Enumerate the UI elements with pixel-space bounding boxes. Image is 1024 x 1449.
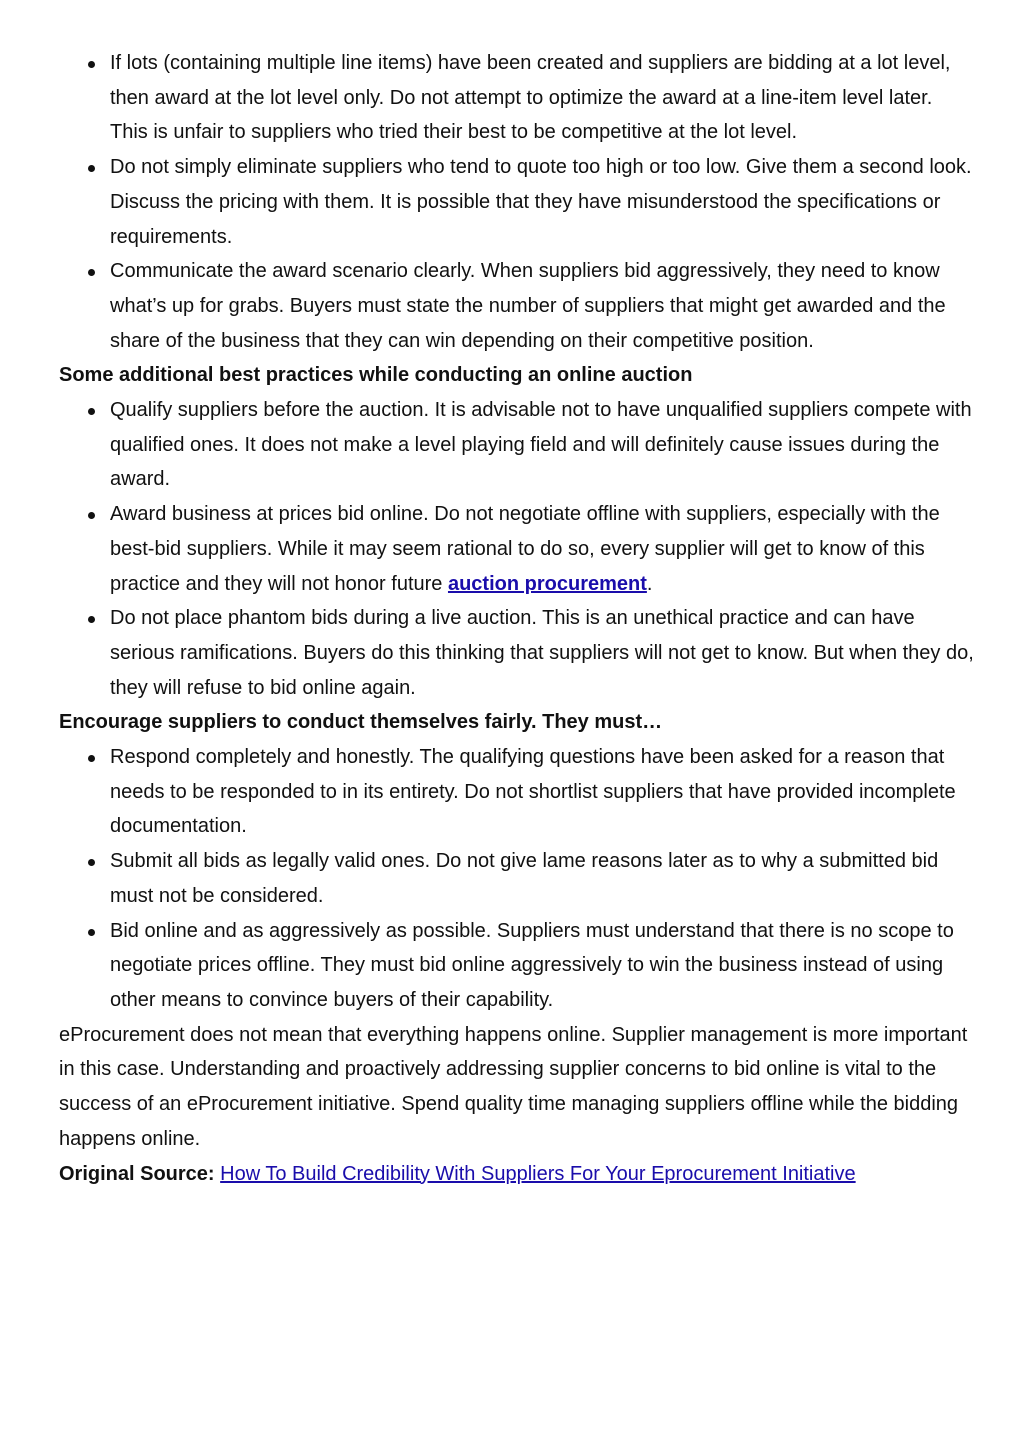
- closing-paragraph: eProcurement does not mean that everything happens online. Supplier management is more important in this case. Understanding and proactively addressing supplier concerns to bid online is vital to the success of an eProcurement initiative. Spend quality time managing suppliers offline while the bidding happens online.: [59, 1023, 968, 1150]
- list-item: Do not place phantom bids during a live auction. This is an unethical practice and can have serious ramifications. Buyers do this thinking that suppliers will not get to know. But when they do, they will refuse to bid online again.: [110, 601, 974, 705]
- list-item: Respond completely and honestly. The qualifying questions have been asked for a reason that needs to be responded to in its entirety. Do not shortlist suppliers that have provided incomplete documentation.: [110, 740, 974, 844]
- section-heading-auction-practices: Some additional best practices while conducting an online auction: [59, 364, 693, 387]
- list-item: If lots (containing multiple line items) have been created and suppliers are bidding at a lot level, then award at the lot level only. Do not attempt to optimize the award at a line-item level later. This is unfair to suppliers who tried their best to be competitive at the lot level.: [110, 46, 974, 150]
- list-item: Do not simply eliminate suppliers who tend to quote too high or too low. Give them a second look. Discuss the pricing with them. It is possible that they have misunderstood the specifications or requirements.: [110, 150, 974, 254]
- list-item-text: Award business at prices bid online. Do not negotiate offline with suppliers, especially with the best-bid suppliers. While it may seem rational to do so, every supplier will get to know of this practice and they will not honor future: [110, 503, 940, 595]
- list-item: Submit all bids as legally valid ones. Do not give lame reasons later as to why a submitted bid must not be considered.: [110, 844, 974, 913]
- document-page: [59, 46, 974, 1191]
- source-link[interactable]: How To Build Credibility With Suppliers For Your Eprocurement Initiative: [220, 1162, 856, 1185]
- supplier-conduct-list: [59, 740, 974, 1018]
- auction-procurement-link[interactable]: auction procurement: [447, 572, 647, 595]
- award-practices-list: [59, 46, 974, 358]
- source-line: [59, 1157, 974, 1192]
- list-item: [110, 497, 974, 601]
- list-item: Qualify suppliers before the auction. It is advisable not to have unqualified suppliers compete with qualified ones. It does not make a level playing field and will definitely cause issues during the award.: [110, 393, 974, 497]
- source-label: Original Source:: [59, 1162, 215, 1185]
- auction-practices-list: [59, 393, 974, 705]
- section-heading-supplier-conduct: Encourage suppliers to conduct themselves fairly. They must…: [59, 711, 663, 734]
- list-item: Communicate the award scenario clearly. When suppliers bid aggressively, they need to know what’s up for grabs. Buyers must state the number of suppliers that might get awarded and the share of the business that they can win depending on their competitive position.: [110, 254, 974, 358]
- list-item-end: .: [646, 572, 653, 595]
- list-item: Bid online and as aggressively as possible. Suppliers must understand that there is no scope to negotiate prices offline. They must bid online aggressively to win the business instead of using other means to convince buyers of their capability.: [110, 914, 974, 1018]
